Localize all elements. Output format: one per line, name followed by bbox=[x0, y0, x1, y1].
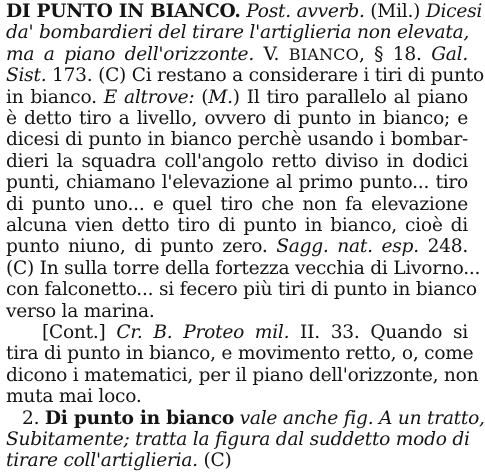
entry-text: in bianco. bbox=[6, 86, 104, 108]
entry-text: E altrove: bbox=[103, 86, 195, 108]
entry-line bbox=[6, 429, 468, 451]
entry-line bbox=[6, 236, 468, 258]
entry-text: Gal. bbox=[431, 43, 468, 65]
entry-text: 173. (C) Ci restano a considerare i tiri di punto bbox=[46, 65, 484, 87]
entry-text: tirare coll'artiglieria. bbox=[6, 450, 198, 472]
entry-text: punto niuno, di punto zero. bbox=[6, 236, 277, 258]
entry-text: , § 18. bbox=[358, 43, 432, 65]
entry-line bbox=[6, 65, 484, 87]
entry-line bbox=[22, 407, 485, 430]
entry-text: BIANCO bbox=[288, 44, 359, 64]
entry-text: (C) In sulla torre della fortezza vecchia di Livorno... bbox=[6, 257, 481, 279]
entry-text: V. bbox=[253, 43, 289, 65]
entry-text: Cr. B. Proteo mil. bbox=[116, 322, 290, 343]
entry-line bbox=[6, 301, 468, 323]
entry-line bbox=[6, 215, 468, 237]
entry-text: Dicesi bbox=[420, 1, 483, 22]
entry-text: ) Il tiro parallelo al piano bbox=[232, 86, 468, 108]
entry-text: ma a piano dell'orizzonte. bbox=[6, 43, 254, 65]
entry-text: Sagg. nat. esp. bbox=[276, 236, 419, 258]
entry-text: vale anche fig. A un tratto, bbox=[233, 407, 485, 429]
headword-text: DI PUNTO IN BIANCO. bbox=[6, 1, 241, 22]
entry-text: è detto tiro a livello, ovvero di punto in bianco; e bbox=[6, 108, 468, 129]
entry-text: tira di punto in bianco, e movimento retto, o, come bbox=[6, 343, 474, 365]
entry-line bbox=[6, 364, 479, 387]
entry-text: dicono i matematici, per il piano dell'orizzonte, non bbox=[6, 364, 479, 386]
entry-text: 2. bbox=[22, 407, 45, 429]
entry-text: 248. bbox=[418, 236, 468, 258]
entry-text: punti, chiamano l'elevazione al primo punto... tiro bbox=[6, 172, 468, 194]
entry-text: di punto uno... e quel tiro che non fa elevazione bbox=[6, 193, 468, 215]
entry-line bbox=[42, 322, 468, 344]
headword-text: Di punto in bianco bbox=[44, 407, 234, 429]
entry-text: muta mai loco. bbox=[6, 386, 142, 408]
entry-text: (C) bbox=[197, 450, 232, 472]
entry-text: ( bbox=[194, 86, 209, 108]
entry-line bbox=[6, 151, 468, 173]
entry-text: Subitamente; tratta la figura dal suddetto modo di bbox=[6, 429, 470, 450]
entry-text: Post. avverb. bbox=[240, 1, 365, 22]
entry-text: M. bbox=[208, 86, 233, 108]
entry-line bbox=[6, 194, 468, 216]
entry-text: [Cont.] bbox=[42, 322, 117, 343]
entry-text: alcuna vien detto tiro di punto in bianco, cioè di bbox=[6, 215, 468, 236]
entry-text: con falconetto... si fecero più tiri di punto in bianco bbox=[6, 279, 477, 301]
entry-text: da' bombardieri del tirare l'artiglieria non elevata, bbox=[6, 22, 470, 44]
entry-line bbox=[6, 129, 468, 151]
entry-text: dicesi di punto in bianco perchè usando i bombar- bbox=[6, 129, 468, 151]
entry-line bbox=[6, 108, 468, 130]
entry-line bbox=[6, 257, 481, 280]
entry-line bbox=[6, 450, 468, 472]
entry-text: dieri la squadra coll'angolo retto diviso in dodici bbox=[6, 150, 468, 172]
entry-line bbox=[6, 343, 474, 365]
entry-line bbox=[6, 44, 468, 66]
entry-line bbox=[6, 279, 477, 301]
entry-text: Sist. bbox=[6, 65, 47, 87]
entry-line bbox=[6, 1, 483, 23]
entry-line bbox=[6, 22, 468, 44]
entry-line bbox=[6, 172, 468, 194]
entry-line bbox=[6, 87, 468, 109]
entry-text: II. 33. Quando si bbox=[289, 322, 468, 343]
entry-line bbox=[6, 386, 468, 408]
entry-text: verso la marina. bbox=[6, 300, 155, 322]
entry-text: (Mil.) bbox=[364, 1, 421, 22]
